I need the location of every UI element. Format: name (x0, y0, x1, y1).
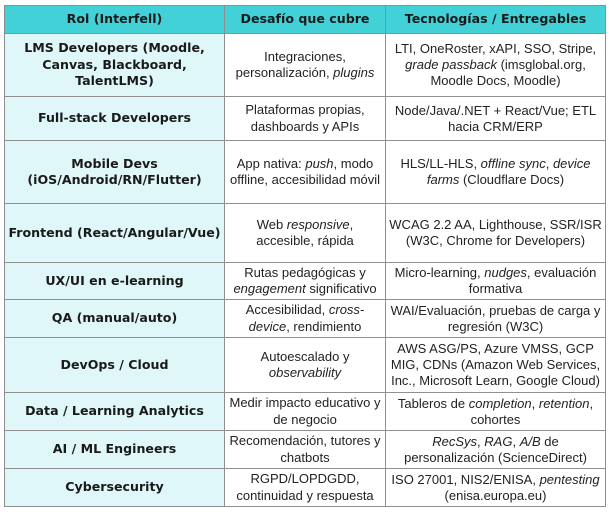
italic-term: pentesting (539, 471, 600, 487)
italic-term: A/B (519, 433, 541, 449)
tech-cell: Tableros de completion, retention, cohortes (386, 393, 606, 431)
role-cell: Frontend (React/Angular/Vue) (5, 204, 225, 263)
italic-term: observability (268, 365, 342, 380)
challenge-cell: Web responsive, accesible, rápida (225, 204, 386, 263)
italic-term: plugins (333, 65, 375, 80)
italic-term: RecSys (432, 433, 478, 449)
tech-cell: WCAG 2.2 AA, Lighthouse, SSR/ISR (W3C, Chrome for Developers) (386, 204, 606, 263)
challenge-cell: Autoescalado y observability (225, 338, 386, 393)
challenge-cell: App nativa: push, modo offline, accesibilidad móvil (225, 141, 386, 204)
italic-term: RAG (484, 433, 513, 449)
italic-term: nudges (484, 265, 527, 280)
table-row (5, 34, 606, 97)
italic-term: retention (538, 395, 590, 411)
role-cell: AI / ML Engineers (5, 431, 225, 469)
role-cell: UX/UI en e-learning (5, 263, 225, 300)
roles-table (4, 5, 606, 507)
italic-term: responsive (286, 216, 350, 232)
table-row (5, 469, 606, 507)
table-row (5, 263, 606, 300)
header-tech: Tecnologías / Entregables (386, 6, 606, 34)
table-row (5, 338, 606, 393)
challenge-cell: RGPD/LOPDGDD, continuidad y respuesta (225, 469, 386, 507)
role-cell: LMS Developers (Moodle, Canvas, Blackboard, TalentLMS) (5, 34, 225, 97)
italic-term: grade passback (405, 57, 497, 72)
italic-term: completion (468, 395, 532, 411)
tech-cell: AWS ASG/PS, Azure VMSS, GCP MIG, CDNs (Amazon Web Services, Inc., Microsoft Learn, Google Cloud) (386, 338, 606, 393)
tech-cell: LTI, OneRoster, xAPI, SSO, Stripe, grade passback (imsglobal.org, Moodle Docs, Moodle) (386, 34, 606, 97)
table-row (5, 431, 606, 469)
italic-term: device farms (426, 156, 591, 187)
tech-cell: HLS/LL-HLS, offline sync, device farms (Cloudflare Docs) (386, 141, 606, 204)
challenge-cell: Medir impacto educativo y de negocio (225, 393, 386, 431)
table-row (5, 204, 606, 263)
header-row (5, 6, 606, 34)
italic-term: cross-device (248, 302, 365, 334)
role-cell: Data / Learning Analytics (5, 393, 225, 431)
italic-term: engagement (233, 281, 306, 296)
challenge-cell: Plataformas propias, dashboards y APIs (225, 97, 386, 141)
header-role: Rol (Interfell) (5, 6, 225, 34)
tech-cell: Micro-learning, nudges, evaluación formativa (386, 263, 606, 300)
challenge-cell: Accesibilidad, cross-device, rendimiento (225, 300, 386, 338)
header-challenge: Desafío que cubre (225, 6, 386, 34)
table-row (5, 300, 606, 338)
table-row (5, 393, 606, 431)
role-cell: QA (manual/auto) (5, 300, 225, 338)
italic-term: offline sync (480, 156, 546, 171)
italic-term: push (305, 155, 334, 171)
tech-cell: Node/Java/.NET + React/Vue; ETL hacia CRM/ERP (386, 97, 606, 141)
role-cell: Cybersecurity (5, 469, 225, 507)
tech-cell: RecSys, RAG, A/B de personalización (ScienceDirect) (386, 431, 606, 469)
table-row (5, 141, 606, 204)
tech-cell: WAI/Evaluación, pruebas de carga y regresión (W3C) (386, 300, 606, 338)
role-cell: DevOps / Cloud (5, 338, 225, 393)
challenge-cell: Recomendación, tutores y chatbots (225, 431, 386, 469)
role-cell: Full-stack Developers (5, 97, 225, 141)
challenge-cell: Rutas pedagógicas y engagement significativo (225, 263, 386, 300)
role-cell: Mobile Devs (iOS/Android/RN/Flutter) (5, 141, 225, 204)
table-row (5, 97, 606, 141)
tech-cell: ISO 27001, NIS2/ENISA, pentesting (enisa.europa.eu) (386, 469, 606, 507)
challenge-cell: Integraciones, personalización, plugins (225, 34, 386, 97)
